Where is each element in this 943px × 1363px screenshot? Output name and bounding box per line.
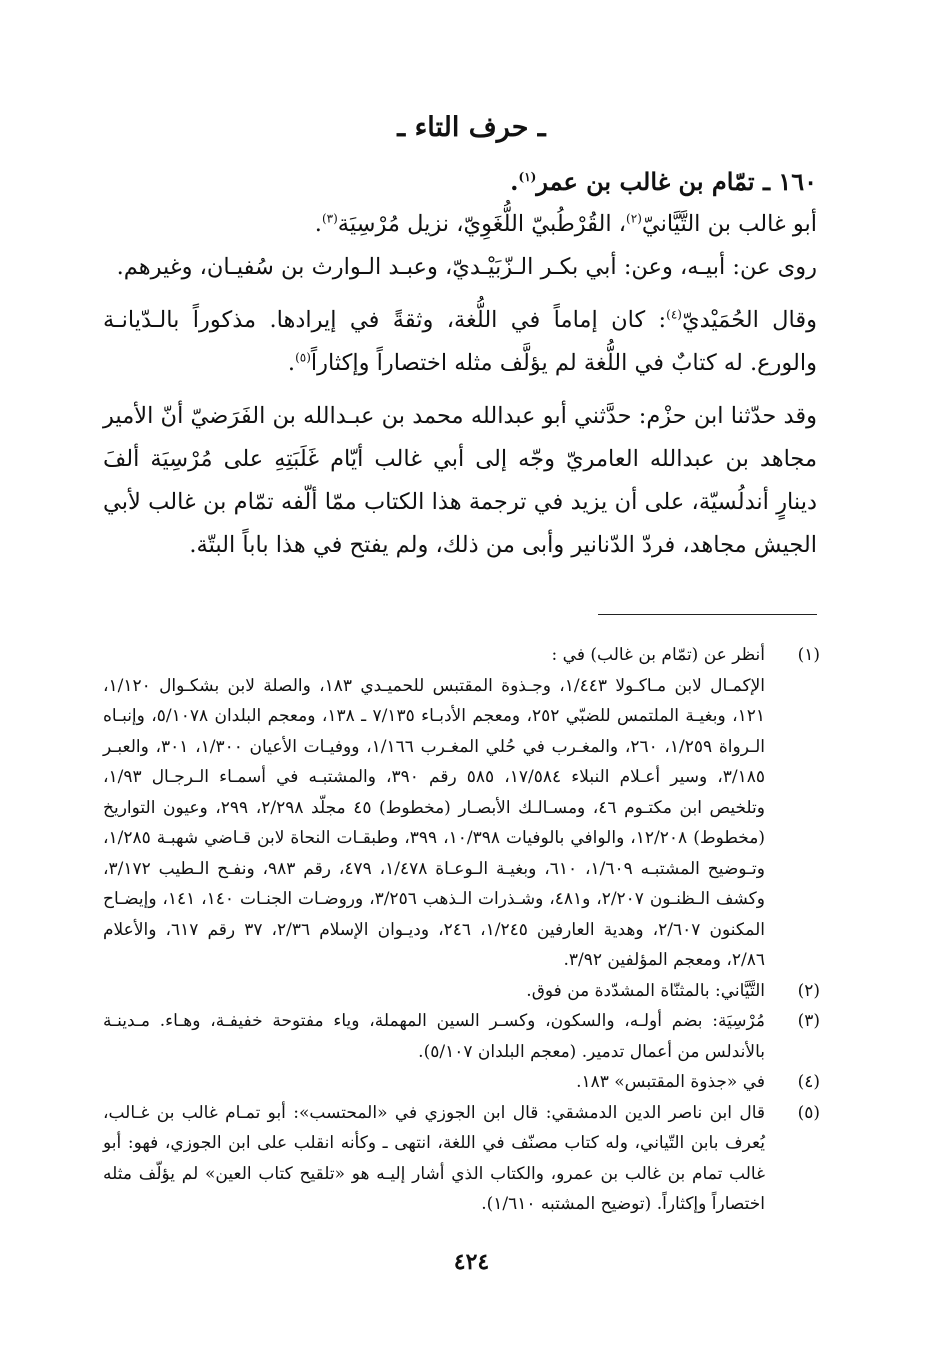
footnote-line: مُرْسِيَة: بضم أولـه، والسكون، وكسـر السين المهملة، وياء مفتوحة خفيفـة، وهـاء. مـدينـة بالأندلس من أعمال تدمير. (معجم البلدان ٥/١٠٧). — [103, 1011, 765, 1062]
hazm-paragraph: وقد حدّثنا ابن حزْم: حدَّثني أبو عبدالله محمد بن عبـدالله بن الفَرَضيّ أنّ الأمير مجاهد بن عبدالله العامريّ وجّه إلى أبي غالب أيّام غَلَبَتِهِ على مُرْسِيَة ألفَ دينارٍ أندلُسيّة، على أن يزيد في ترجمة هذا الكتاب ممّا ألّفه تمّام بن غالب لأبي الجيش مجاهد، فردّ الدّنانير وأبى من ذلك، ولم يفتح في هذا باباً البتّة. — [103, 403, 817, 558]
kunya-mid: ، القُرْطُبيّ اللُّغَوِيّ، نزيل مُرْسِيَة — [337, 211, 627, 237]
humaidi-end: . — [287, 350, 296, 376]
footnote-text — [103, 1067, 765, 1098]
footnote-line: أنظر عن (تمّام بن غالب) في : — [551, 645, 765, 665]
entry-narrators-line: روى عن: أبيـه، وعن: أبي بكـر الـزّبَيْـديّ، وعبـد الـوارث بن سُفيـان، وغيرهم. — [116, 254, 817, 280]
footnote-line: في «جذوة المقتبس» ١٨٣. — [576, 1072, 765, 1092]
footnote-ref: (٥) — [295, 350, 311, 365]
footnote-number: (٥) — [797, 1102, 820, 1123]
footnote-number: (٢) — [797, 980, 820, 1001]
footnote-ref: (٢) — [626, 211, 642, 226]
page-number: ٤٢٤ — [453, 1249, 490, 1275]
entry-heading-end: . — [510, 167, 519, 196]
entry-kunya-line — [103, 203, 817, 246]
footnote-3 — [103, 1006, 820, 1067]
entry-heading — [103, 160, 817, 203]
footnote-text — [103, 1098, 765, 1220]
footnote-ref: (١) — [518, 170, 537, 184]
chapter-title: ـ حرف التاء ـ — [397, 112, 546, 143]
footnote-number: (٤) — [797, 1072, 820, 1092]
footnote-text — [103, 640, 765, 976]
footnote-5 — [103, 1098, 820, 1220]
footnote-text — [103, 976, 765, 1007]
footnote-number: (٣) — [797, 1011, 820, 1031]
footnote-4 — [103, 1067, 820, 1098]
footnote-separator — [598, 614, 817, 615]
footnotes — [103, 640, 820, 1220]
humaidi-before: وقال الحُمَيْديّ — [681, 307, 818, 333]
footnote-ref: (٣) — [321, 211, 338, 226]
kunya-text: أبو غالب بن التَّيَّانيّ — [641, 211, 817, 237]
footnote-number: (١) — [797, 645, 820, 665]
footnote-ref: (٤) — [666, 307, 682, 322]
footnote-line: الإكمـال لابن مـاكـولا ١/٤٤٣، وجـذوة المقتبس للحميـدي ١٨٣، والصلة لابن بشكـوال ١/١٢٠، ١٢١، وبغيـة الملتمس للضبّي ٢٥٢، ومعجم الأدبـاء ٧/١٣٥ ـ ١٣٨، ومعجم البلدان ٥/١٠٧٨، وإنبـاه الـرواة ١/٢٥٩، ٢٦٠، والمغـرب في حُلي المغـرب ١/١٦٦، ووفيـات الأعيان ١/٣٠٠، ٣٠١، والعبـر ٣/١٨٥، وسير أعـلام النبلاء ١٧/٥٨٤، ٥٨٥ رقم ٣٩٠، والمشتبـه في أسمـاء الـرجـال ١/٩٣، وتلخيص ابن مكتـوم ٤٦، ومسـالـك الأبصـار (مخطوط) ٤٥ مجلّد ٢/٢٩٨، ٢٩٩، وعيون التواريخ (مخطوط) ١٢/٢٠٨، والوافي بالوفيات ١٠/٣٩٨، ٣٩٩، وطبقـات النحاة لابن قـاضي شهبـة ١/٢٨٥، وتـوضيح المشتبـه ١/٦٠٩، ٦١٠، وبغيـة الـوعـاة ١/٤٧٨، ٤٧٩، رقم ٩٨٣، ونفـح الـطيب ٣/١٧٢، وكشف الـظنـون ٢/٢٠٧، و٤٨١، وشـذرات الـذهب ٣/٢٥٦، وروضـات الجنـات ١٤٠، ١٤١، وإيضـاح المكنون ٢/٦٠٧، وهدية العارفين ١/٢٤٥، ٢٤٦، وديـوان الإسلام ٢/٣٦، ٣٧ رقم ٦١٧، والأعلام ٢/٨٦، ومعجم المؤلفين ٣/٩٢. — [103, 675, 766, 970]
humaidi-paragraph — [103, 299, 817, 385]
footnote-1 — [103, 640, 820, 976]
footnote-2 — [103, 976, 820, 1007]
entry-heading-text: ١٦٠ ـ تمّام بن غالب بن عمر — [536, 167, 817, 196]
kunya-end: . — [314, 211, 322, 237]
footnote-text — [103, 1006, 765, 1067]
humaidi-after: : كان إماماً في اللُّغة، وثقةً في إيرادها. مذكوراً بالـدّيانـة والورع. له كتابٌ في اللُّغة لم يؤلَّف مثله اختصاراً وإكثاراً — [103, 307, 817, 376]
footnote-line: قال ابن ناصر الدين الدمشقي: قال ابن الجوزي في «المحتسب»: أبو تمـام غالب بن غـالب، يُعرف بابن التّياني، وله كتاب مصنّف في اللغة، انتهى ـ وكأنه انقلب على ابن الجوزي، فهو: أبو غالب تمام بن غالب بن عمرو، والكتاب الذي أشار إليـه هو «تلقيح كتاب العين» لم يؤلّف مثله اختصاراً وإكثاراً. (توضيح المشتبه ١/٦١٠). — [103, 1102, 765, 1214]
main-text — [103, 160, 817, 567]
footnote-line: التَّيَّاني: بالمثنّاة المشدّدة من فوق. — [526, 980, 765, 1001]
